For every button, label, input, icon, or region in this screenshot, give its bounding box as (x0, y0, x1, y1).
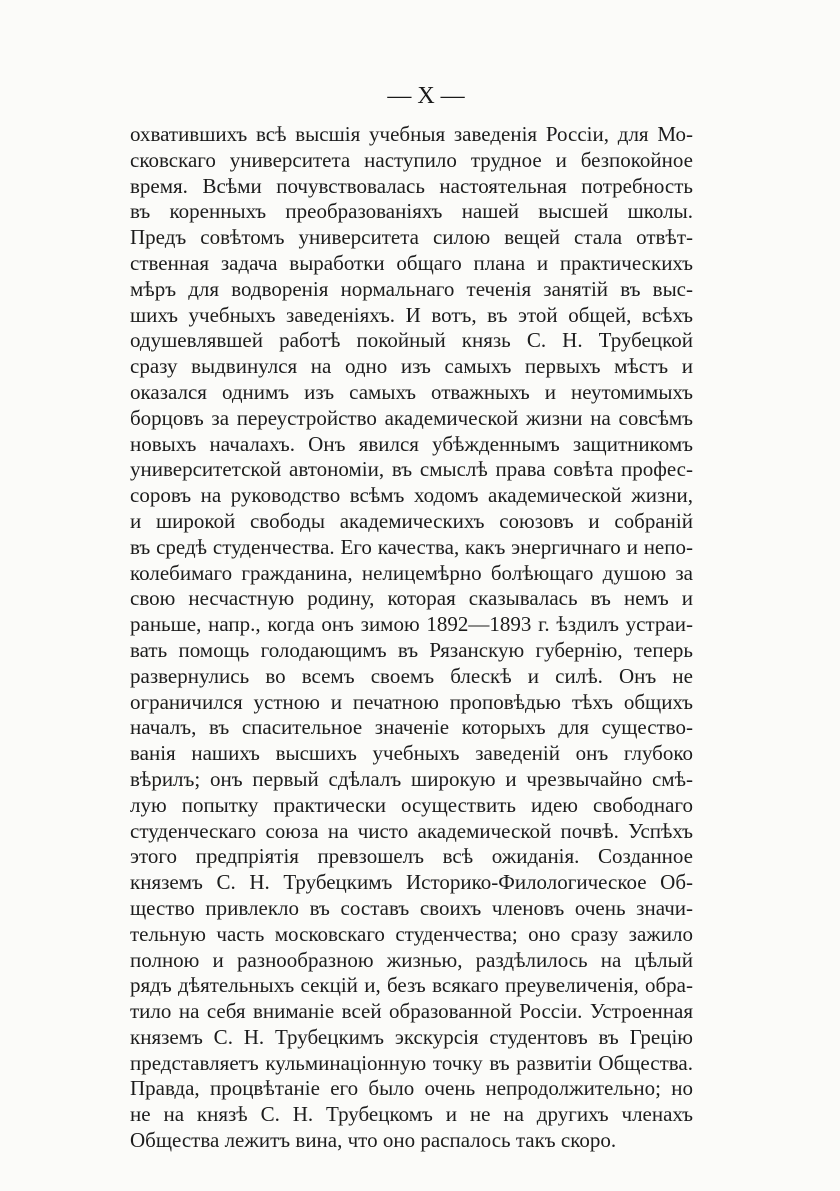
text-line: одушевлявшей работѣ покойный князь С. Н. Трубецкой (130, 328, 693, 353)
text-line: Правда, процвѣтаніе его было очень непродолжительно; но (130, 1076, 693, 1101)
text-line: борцовъ за переустройство академической жизни на совсѣмъ (130, 405, 693, 430)
text-line: колебимаго гражданина, нелицемѣрно болѣющаго душою за (130, 560, 693, 585)
text-line: не на князѣ С. Н. Трубецкомъ и не на другихъ членахъ (130, 1102, 693, 1127)
text-line: соровъ на руководство всѣмъ ходомъ академической жизни, (130, 483, 693, 508)
text-line: ственная задача выработки общаго плана и практическихъ (130, 250, 693, 275)
text-line: Предъ совѣтомъ университета силою вещей стала отвѣт- (130, 225, 693, 250)
text-line: княземъ С. Н. Трубецкимъ экскурсія студентовъ въ Грецію (130, 1024, 693, 1049)
text-line: вать помощь голодающимъ въ Рязанскую губернію, теперь (130, 637, 693, 662)
text-line: щество привлекло въ составъ своихъ членовъ очень значи- (130, 895, 693, 920)
text-line: сразу выдвинулся на одно изъ самыхъ первыхъ мѣстъ и (130, 354, 693, 379)
text-line: оказался однимъ изъ самыхъ отважныхъ и неутомимыхъ (130, 379, 693, 404)
text-line: сковскаго университета наступило трудное и безпокойное (130, 147, 693, 172)
text-line: тило на себя вниманіе всей образованной Россіи. Устроенная (130, 999, 693, 1024)
text-line: охватившихъ всѣ высшія учебныя заведенія Россіи, для Мо- (130, 122, 693, 146)
text-line: новыхъ началахъ. Онъ явился убѣжденнымъ защитникомъ (130, 431, 693, 456)
text-line: мѣръ для водворенія нормальнаго теченія занятій въ выс- (130, 276, 693, 301)
text-line: Общества лежитъ вина, что оно распалось такъ скоро. (130, 1128, 617, 1153)
text-line: студенческаго союза на чисто академической почвѣ. Успѣхъ (130, 818, 693, 843)
text-line: свою несчастную родину, которая сказывалась въ немъ и (130, 586, 693, 611)
text-line: развернулись во всемъ своемъ блескѣ и силѣ. Онъ не (130, 663, 693, 688)
text-line: представляетъ кульминаціонную точку въ развитіи Общества. (130, 1050, 693, 1075)
text-line: полною и разнообразною жизнью, раздѣлилось на цѣлый (130, 947, 693, 972)
text-line: княземъ С. Н. Трубецкимъ Историко-Филологическое Об- (130, 870, 693, 895)
text-line: университетской автономіи, въ смыслѣ права совѣта профес- (130, 457, 693, 482)
text-line: рядъ дѣятельныхъ секцій и, безъ всякаго преувеличенія, обра- (130, 973, 693, 998)
text-line: и широкой свободы академическихъ союзовъ и собраній (130, 508, 693, 533)
text-line: въ коренныхъ преобразованіяхъ нашей высшей школы. (130, 199, 693, 224)
text-line: этого предпріятія превзошелъ всѣ ожиданія. Созданное (130, 844, 693, 869)
page-number: — X — (387, 83, 465, 109)
text-line: вѣрилъ; онъ первый сдѣлалъ широкую и чрезвычайно смѣ- (130, 766, 693, 791)
text-line: въ средѣ студенчества. Его качества, какъ энергичнаго и непо- (130, 534, 693, 559)
text-line: ограничился устною и печатною проповѣдью тѣхъ общихъ (130, 689, 693, 714)
text-line: ванія нашихъ высшихъ учебныхъ заведеній онъ глубоко (130, 741, 693, 766)
text-line: раньше, напр., когда онъ зимою 1892—1893 г. ѣздилъ устраи- (130, 612, 693, 637)
text-line: лую попытку практически осуществить идею свободнаго (130, 792, 693, 817)
body-text (130, 122, 693, 1154)
text-line: шихъ учебныхъ заведеніяхъ. И вотъ, въ этой общей, всѣхъ (130, 302, 693, 327)
text-line: время. Всѣми почувствовалась настоятельная потребность (130, 173, 693, 198)
text-line: началъ, въ спасительное значеніе которыхъ для существо- (130, 715, 693, 740)
text-line: тельную часть московскаго студенчества; оно сразу зажило (130, 921, 693, 946)
